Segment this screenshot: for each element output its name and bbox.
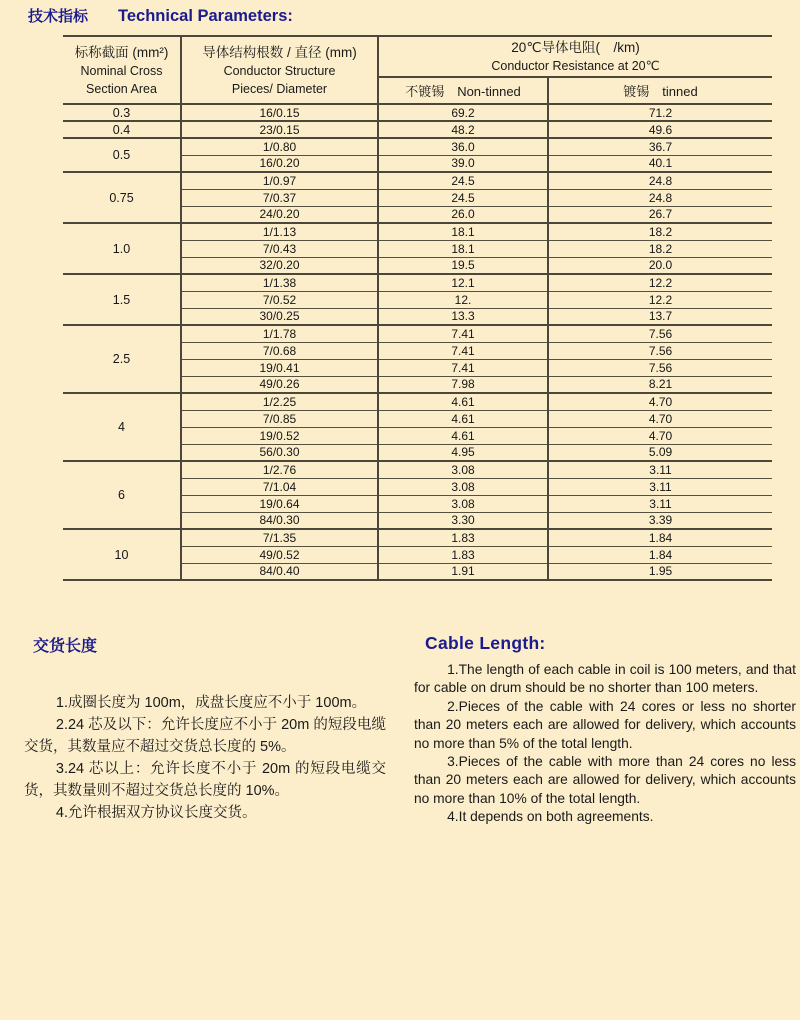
non-tinned-resistance-cell: 26.0 <box>378 206 548 223</box>
pieces-diameter-cell: 1/1.13 <box>181 223 378 240</box>
section-area-cell: 0.75 <box>63 172 181 223</box>
tinned-resistance-cell: 7.56 <box>548 325 772 342</box>
pieces-diameter-cell: 19/0.52 <box>181 427 378 444</box>
table-row <box>63 121 772 138</box>
pieces-diameter-cell: 1/2.25 <box>181 393 378 410</box>
non-tinned-resistance-cell: 3.30 <box>378 512 548 529</box>
non-tinned-resistance-cell: 7.41 <box>378 359 548 376</box>
delivery-section-en <box>414 633 796 827</box>
pieces-diameter-cell: 7/1.35 <box>181 529 378 546</box>
section-area-cell: 2.5 <box>63 325 181 393</box>
delivery-item: 2.Pieces of the cable with 24 cores or less no shorter than 20 meters each are allowed for delivery, which accounts no more than 5% of the total length. <box>414 698 796 751</box>
table-row <box>63 172 772 189</box>
table-row <box>63 529 772 546</box>
non-tinned-resistance-cell: 7.98 <box>378 376 548 393</box>
header-non-tinned: 不镀锡 Non-tinned <box>378 77 548 104</box>
tinned-resistance-cell: 18.2 <box>548 223 772 240</box>
pieces-diameter-cell: 84/0.40 <box>181 563 378 580</box>
pieces-diameter-cell: 7/0.68 <box>181 342 378 359</box>
non-tinned-resistance-cell: 18.1 <box>378 223 548 240</box>
section-area-cell: 10 <box>63 529 181 580</box>
tinned-resistance-cell: 3.39 <box>548 512 772 529</box>
header-nominal-en-1: Nominal Cross <box>80 63 163 78</box>
pieces-diameter-cell: 16/0.20 <box>181 155 378 172</box>
table-row <box>63 223 772 240</box>
non-tinned-resistance-cell: 12.1 <box>378 274 548 291</box>
pieces-diameter-cell: 19/0.41 <box>181 359 378 376</box>
tinned-resistance-cell: 24.8 <box>548 189 772 206</box>
tinned-resistance-cell: 1.84 <box>548 529 772 546</box>
non-tinned-resistance-cell: 39.0 <box>378 155 548 172</box>
tinned-resistance-cell: 1.95 <box>548 563 772 580</box>
section-area-cell: 6 <box>63 461 181 529</box>
tinned-resistance-cell: 4.70 <box>548 410 772 427</box>
pieces-diameter-cell: 1/1.78 <box>181 325 378 342</box>
non-tinned-resistance-cell: 1.83 <box>378 529 548 546</box>
table-header-row-1 <box>63 36 772 77</box>
table-row <box>63 274 772 291</box>
table-row <box>63 325 772 342</box>
non-tinned-resistance-cell: 19.5 <box>378 257 548 274</box>
table-row <box>63 461 772 478</box>
table-row <box>63 104 772 121</box>
tinned-resistance-cell: 18.2 <box>548 240 772 257</box>
technical-parameters-table <box>63 35 772 581</box>
tinned-resistance-cell: 12.2 <box>548 274 772 291</box>
non-tinned-resistance-cell: 3.08 <box>378 478 548 495</box>
non-tinned-resistance-cell: 7.41 <box>378 342 548 359</box>
tinned-resistance-cell: 24.8 <box>548 172 772 189</box>
pieces-diameter-cell: 19/0.64 <box>181 495 378 512</box>
header-resistance-zh: 20℃导体电阻( /km) <box>511 40 640 55</box>
non-tinned-resistance-cell: 4.61 <box>378 393 548 410</box>
tinned-resistance-cell: 5.09 <box>548 444 772 461</box>
non-tinned-resistance-cell: 48.2 <box>378 121 548 138</box>
non-tinned-resistance-cell: 24.5 <box>378 189 548 206</box>
delivery-item: 4.It depends on both agreements. <box>447 809 654 825</box>
header-nominal-zh: 标称截面 (mm²) <box>74 44 169 60</box>
non-tinned-resistance-cell: 4.61 <box>378 410 548 427</box>
header-nominal-en-2: Section Area <box>86 81 157 96</box>
pieces-diameter-cell: 49/0.52 <box>181 546 378 563</box>
delivery-item: 1.成圈长度为 100m，成盘长度应不小于 100m。 <box>55 695 367 711</box>
tinned-resistance-cell: 20.0 <box>548 257 772 274</box>
pieces-diameter-cell: 7/0.85 <box>181 410 378 427</box>
table-body <box>63 104 772 580</box>
pieces-diameter-cell: 30/0.25 <box>181 308 378 325</box>
tinned-resistance-cell: 49.6 <box>548 121 772 138</box>
delivery-item: 1.The length of each cable in coil is 100 meters, and that for cable on drum should be no shorter than 100 meters. <box>414 662 796 696</box>
page-title-zh: 技术指标 <box>28 8 89 25</box>
delivery-item: 4.允许根据双方协议长度交货。 <box>55 805 257 821</box>
pieces-diameter-cell: 7/1.04 <box>181 478 378 495</box>
table-row <box>63 393 772 410</box>
table-row <box>63 138 772 155</box>
pieces-diameter-cell: 7/0.37 <box>181 189 378 206</box>
non-tinned-resistance-cell: 12. <box>378 291 548 308</box>
delivery-section-zh <box>24 633 386 824</box>
delivery-body-zh <box>24 692 386 824</box>
tinned-resistance-cell: 1.84 <box>548 546 772 563</box>
tinned-resistance-cell: 4.70 <box>548 393 772 410</box>
section-area-cell: 4 <box>63 393 181 461</box>
delivery-heading-en: Cable Length: <box>425 633 546 653</box>
header-tinned: 镀锡 tinned <box>548 77 772 104</box>
pieces-diameter-cell: 7/0.52 <box>181 291 378 308</box>
tinned-resistance-cell: 3.11 <box>548 478 772 495</box>
non-tinned-resistance-cell: 1.91 <box>378 563 548 580</box>
pieces-diameter-cell: 24/0.20 <box>181 206 378 223</box>
non-tinned-resistance-cell: 13.3 <box>378 308 548 325</box>
section-area-cell: 0.5 <box>63 138 181 172</box>
non-tinned-resistance-cell: 1.83 <box>378 546 548 563</box>
header-nominal-cross-section <box>63 36 181 104</box>
delivery-sections <box>24 633 800 827</box>
header-structure-en-1: Conductor Structure <box>223 63 336 78</box>
tinned-resistance-cell: 3.11 <box>548 461 772 478</box>
non-tinned-resistance-cell: 3.08 <box>378 495 548 512</box>
tinned-resistance-cell: 40.1 <box>548 155 772 172</box>
tinned-resistance-cell: 3.11 <box>548 495 772 512</box>
non-tinned-resistance-cell: 69.2 <box>378 104 548 121</box>
table-header <box>63 36 772 104</box>
tinned-resistance-cell: 8.21 <box>548 376 772 393</box>
section-area-cell: 1.5 <box>63 274 181 325</box>
tinned-resistance-cell: 13.7 <box>548 308 772 325</box>
non-tinned-resistance-cell: 3.08 <box>378 461 548 478</box>
delivery-body-en <box>414 661 796 827</box>
non-tinned-resistance-cell: 4.61 <box>378 427 548 444</box>
non-tinned-resistance-cell: 36.0 <box>378 138 548 155</box>
pieces-diameter-cell: 1/0.80 <box>181 138 378 155</box>
header-structure-en-2: Pieces/ Diameter <box>231 81 328 96</box>
pieces-diameter-cell: 16/0.15 <box>181 104 378 121</box>
non-tinned-resistance-cell: 7.41 <box>378 325 548 342</box>
header-resistance-en: Conductor Resistance at 20℃ <box>491 59 660 73</box>
pieces-diameter-cell: 56/0.30 <box>181 444 378 461</box>
tinned-resistance-cell: 12.2 <box>548 291 772 308</box>
non-tinned-resistance-cell: 4.95 <box>378 444 548 461</box>
page-title <box>0 0 800 26</box>
pieces-diameter-cell: 32/0.20 <box>181 257 378 274</box>
delivery-item: 3.Pieces of the cable with more than 24 cores no less than 20 meters each are allowed for delivery, which accounts no more than 10% of the total length. <box>414 754 796 806</box>
non-tinned-resistance-cell: 18.1 <box>378 240 548 257</box>
pieces-diameter-cell: 49/0.26 <box>181 376 378 393</box>
section-area-cell: 1.0 <box>63 223 181 274</box>
pieces-diameter-cell: 23/0.15 <box>181 121 378 138</box>
non-tinned-resistance-cell: 24.5 <box>378 172 548 189</box>
pieces-diameter-cell: 1/0.97 <box>181 172 378 189</box>
tinned-resistance-cell: 4.70 <box>548 427 772 444</box>
pieces-diameter-cell: 1/1.38 <box>181 274 378 291</box>
header-conductor-resistance <box>378 36 772 77</box>
header-structure-zh: 导体结构根数 / 直径 (mm) <box>202 44 357 60</box>
tinned-resistance-cell: 26.7 <box>548 206 772 223</box>
tinned-resistance-cell: 7.56 <box>548 342 772 359</box>
header-conductor-structure <box>181 36 378 104</box>
delivery-item: 3.24 芯以上：允许长度不小于 20m 的短段电缆交货，其数量则不超过交货总长度的 10%。 <box>24 761 386 799</box>
tinned-resistance-cell: 7.56 <box>548 359 772 376</box>
section-area-cell: 0.3 <box>63 104 181 121</box>
pieces-diameter-cell: 1/2.76 <box>181 461 378 478</box>
tinned-resistance-cell: 71.2 <box>548 104 772 121</box>
pieces-diameter-cell: 84/0.30 <box>181 512 378 529</box>
section-area-cell: 0.4 <box>63 121 181 138</box>
delivery-heading-zh: 交货长度 <box>33 638 98 655</box>
pieces-diameter-cell: 7/0.43 <box>181 240 378 257</box>
delivery-item: 2.24 芯及以下：允许长度应不小于 20m 的短段电缆交货，其数量应不超过交货总长度的 5%。 <box>24 717 386 755</box>
page-title-en: Technical Parameters: <box>118 7 293 25</box>
tinned-resistance-cell: 36.7 <box>548 138 772 155</box>
